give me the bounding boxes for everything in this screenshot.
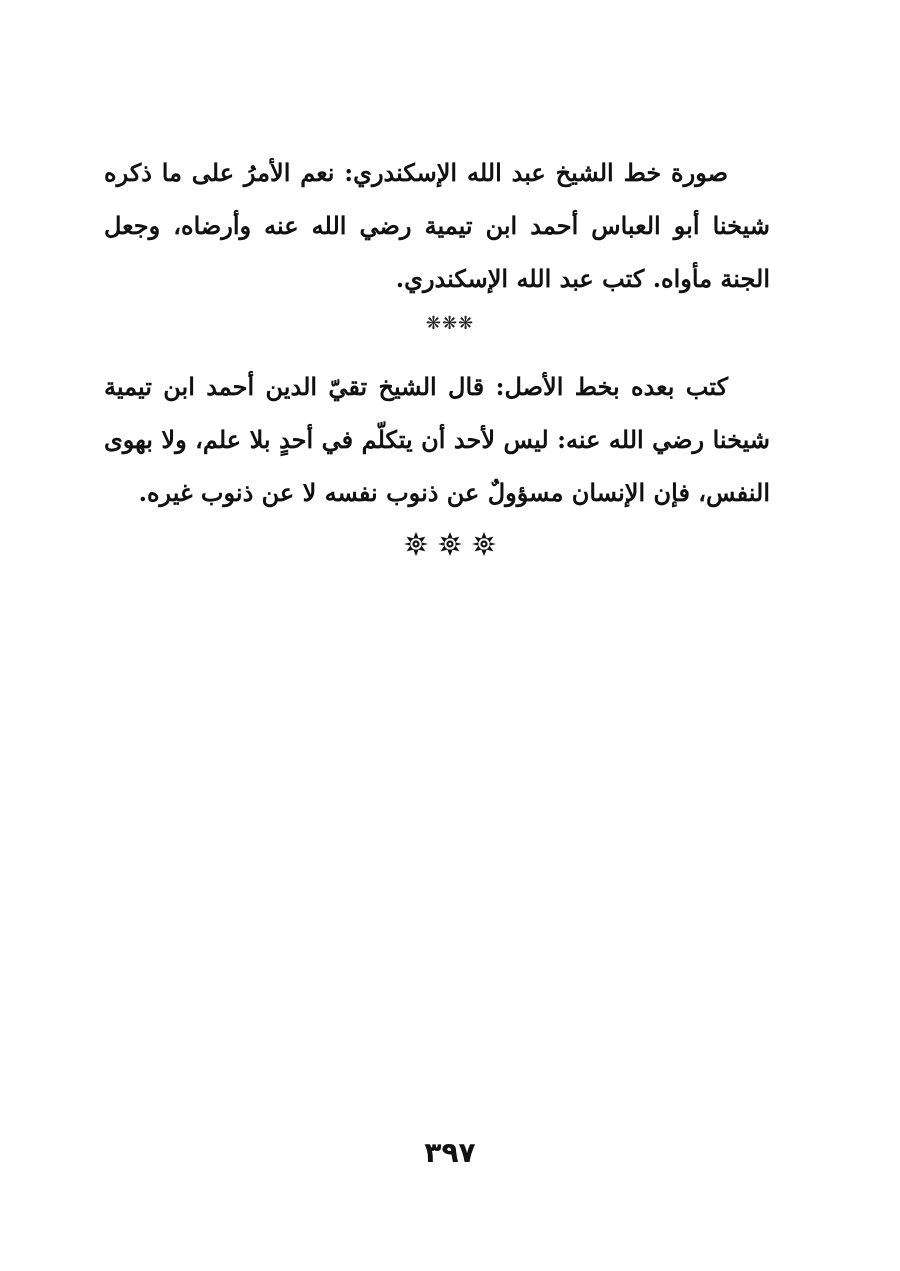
paragraph-1-block (104, 146, 770, 305)
paragraph-1: صورة خط الشيخ عبد الله الإسكندري: نعم الأمرُ على ما ذكره شيخنا أبو العباس أحمد ابن تيمية رضي الله عنه وأرضاه، وجعل الجنة مأواه. كتب عبد الله الإسكندري. (104, 158, 771, 293)
floral-star-ornament-icon (438, 532, 462, 556)
page-number: ٣٩٧ (424, 1136, 476, 1169)
end-ornaments (0, 532, 900, 556)
floral-star-ornament-icon (472, 532, 496, 556)
floral-star-ornament-icon (404, 532, 428, 556)
paragraph-2-block (104, 360, 770, 519)
section-separator: ❋❋❋ (425, 313, 475, 334)
paragraph-2: كتب بعده بخط الأصل: قال الشيخ تقيّ الدين أحمد ابن تيمية شيخنا رضي الله عنه: ليس لأحد أن يتكلّم في أحدٍ بلا علم، ولا بهوى النفس، فإن الإنسان مسؤولٌ عن ذنوب نفسه لا عن ذنوب غيره. (104, 372, 770, 507)
